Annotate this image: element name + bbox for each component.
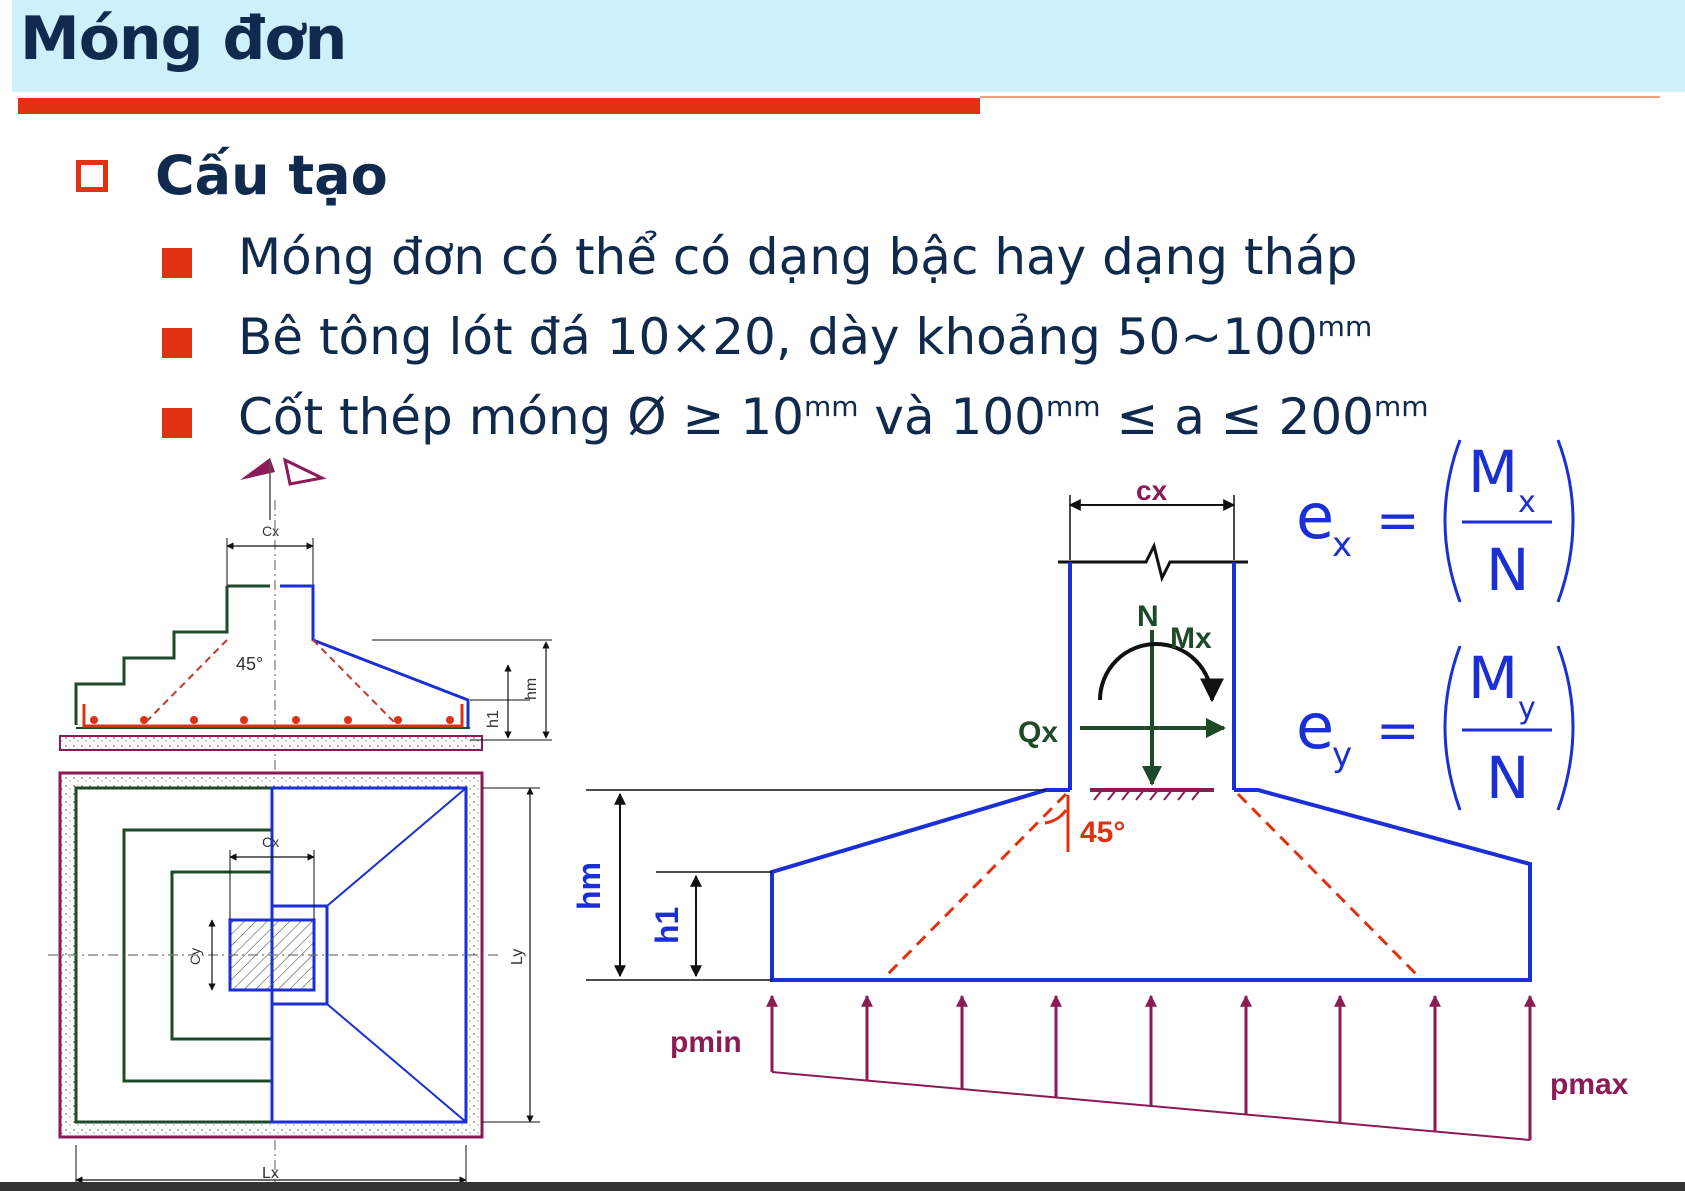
label-pmax: pmax <box>1550 1068 1629 1101</box>
formula-ey-lhs: e <box>1296 690 1335 763</box>
formula-ey <box>1296 644 1573 812</box>
label-angle-left: 45° <box>236 654 264 674</box>
label-ly: Ly <box>509 948 526 965</box>
arrow-icon <box>285 460 322 484</box>
bullet-3-unit: mm <box>803 390 859 423</box>
left-plan <box>48 773 540 1191</box>
label-cy: Cy <box>187 947 203 965</box>
section-heading: Cấu tạo <box>155 144 388 207</box>
bullet-3-unit: mm <box>1373 390 1429 423</box>
label-mx: Mx <box>1170 622 1212 655</box>
bullet-3-part: Cốt thép móng Ø ≥ 10 <box>238 388 804 446</box>
bullet-3-unit: mm <box>1045 390 1101 423</box>
formula-ey-lhs-sub: y <box>1332 735 1353 775</box>
bullet-3-part: và 100 <box>858 388 1046 446</box>
label-hm-right: hm <box>571 862 607 910</box>
label-cx: cx <box>1136 475 1168 506</box>
bottom-bar <box>0 1182 1685 1191</box>
label-h1-left: h1 <box>485 710 502 728</box>
formula-ex <box>1296 438 1573 604</box>
soil-pressure <box>772 996 1530 1140</box>
formula-ex-num-sub: x <box>1518 485 1536 520</box>
label-lx: Lx <box>262 1165 279 1182</box>
label-hm-left: hm <box>523 677 540 700</box>
label-cx-top: Cx <box>262 523 280 539</box>
label-qx: Qx <box>1018 716 1059 749</box>
bullet-3-part: ≤ a ≤ 200 <box>1100 388 1374 446</box>
label-angle-right: 45° <box>1080 816 1126 849</box>
bullet-1: Móng đơn có thể có dạng bậc hay dạng tháp <box>238 228 1358 286</box>
formula-ey-den: N <box>1486 744 1530 812</box>
formula-ex-lhs: e <box>1296 480 1335 553</box>
formula-ey-eq: = <box>1376 701 1420 761</box>
formula-ex-num: M <box>1468 438 1519 506</box>
label-h1-right: h1 <box>649 906 685 944</box>
bullet-2-text: Bê tông lót đá 10×20, dày khoảng 50~100 <box>238 308 1318 366</box>
bullet-2-unit: mm <box>1317 310 1373 343</box>
slide-title: Móng đơn <box>20 4 347 74</box>
formula-ex-lhs-sub: x <box>1332 525 1353 565</box>
label-cx-plan: Cx <box>262 834 280 850</box>
formula-ey-num-sub: y <box>1518 691 1536 726</box>
formula-ex-eq: = <box>1376 491 1420 551</box>
label-n: N <box>1137 600 1159 633</box>
formula-ex-den: N <box>1486 536 1530 604</box>
formula-ey-num: M <box>1468 644 1519 712</box>
label-pmin: pmin <box>670 1026 742 1059</box>
